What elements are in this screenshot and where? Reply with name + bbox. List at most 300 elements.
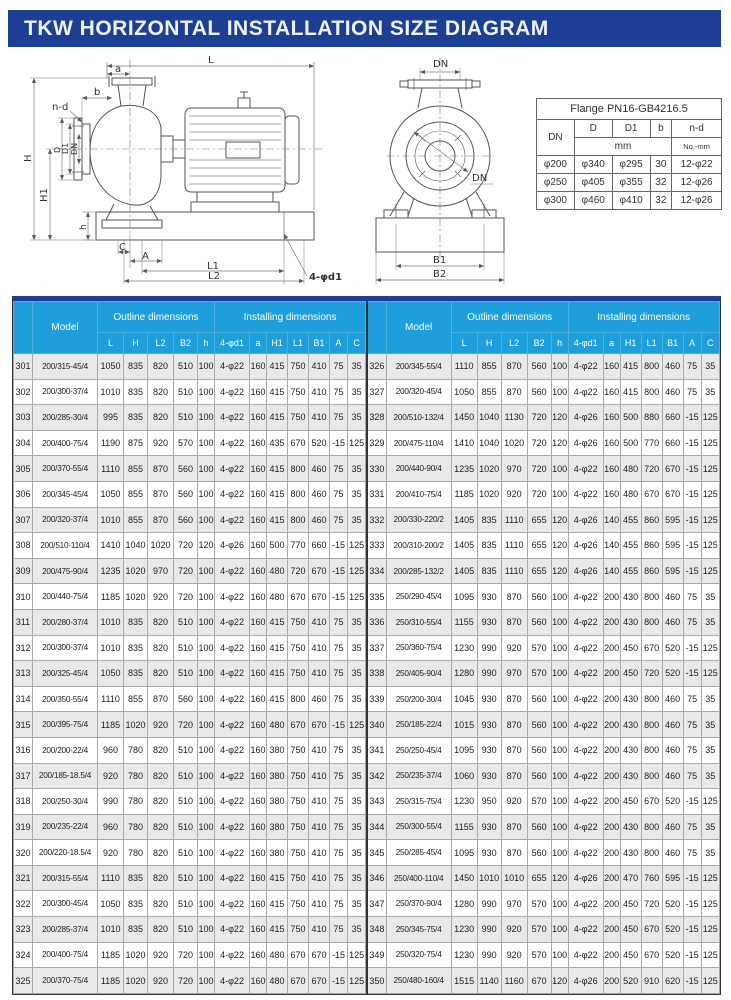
dimension-cell: -15 (683, 942, 701, 968)
dimension-cell: 1095 (451, 584, 477, 610)
dimension-cell: 75 (330, 789, 348, 815)
dimension-cell: 160 (603, 405, 620, 431)
dimension-cell: 835 (124, 354, 148, 380)
dimension-cell: 4-φ26 (568, 507, 603, 533)
row-number: 325 (14, 968, 33, 994)
dimension-cell: 720 (641, 661, 662, 687)
dimension-cell: 160 (603, 354, 620, 380)
dimension-cell: 1020 (148, 533, 174, 559)
dimension-cell: 100 (198, 942, 215, 968)
dimension-cell: 4-φ22 (215, 814, 250, 840)
row-number: 302 (14, 379, 33, 405)
dimension-cell: 855 (124, 481, 148, 507)
dimension-cell: 820 (148, 737, 174, 763)
dimension-table-left (13, 301, 366, 994)
dimension-cell: 820 (148, 354, 174, 380)
dimension-cell: 670 (641, 789, 662, 815)
dimension-cell: 655 (527, 558, 551, 584)
flange-cell: 12-φ22 (672, 156, 722, 174)
dimension-cell: 1160 (501, 968, 527, 994)
dimension-cell: 1185 (451, 481, 477, 507)
dimension-cell: 460 (309, 686, 330, 712)
dimension-cell: 1040 (477, 430, 501, 456)
dimension-cell: 4-φ26 (215, 533, 250, 559)
model-cell: 200/510-110/4 (33, 533, 98, 559)
flange-row (537, 174, 722, 192)
dimension-cell: 570 (527, 635, 551, 661)
dimension-cell: 200 (603, 789, 620, 815)
row-number: 320 (14, 840, 33, 866)
dimension-cell: 100 (198, 789, 215, 815)
dimension-cell: 1020 (124, 712, 148, 738)
dimension-cell: 125 (348, 942, 366, 968)
dimension-cell: 160 (250, 814, 267, 840)
dimension-cell: 35 (348, 737, 366, 763)
dimension-cell: 860 (641, 507, 662, 533)
dimension-cell: 410 (309, 814, 330, 840)
dimension-cell: 750 (288, 763, 309, 789)
dimension-cell: 720 (174, 584, 198, 610)
model-header: Model (386, 302, 451, 354)
dimension-cell: 1130 (501, 405, 527, 431)
dimension-cell: 125 (701, 891, 719, 917)
dimension-cell: 670 (288, 584, 309, 610)
dimension-cell: -15 (683, 789, 701, 815)
table-row (367, 686, 719, 712)
dimension-cell: 35 (701, 609, 719, 635)
dimension-cell: 75 (330, 456, 348, 482)
dimension-cell: 460 (662, 584, 683, 610)
dimension-cell: 100 (551, 354, 568, 380)
dimension-cell: 100 (198, 609, 215, 635)
dimension-cell: 200 (603, 814, 620, 840)
outline-dimensions-header: Outline dimensions (451, 302, 568, 333)
dimension-cell: 460 (662, 379, 683, 405)
dimension-cell: 670 (309, 712, 330, 738)
dimension-cell: 870 (148, 507, 174, 533)
outline-dimensions-header: Outline dimensions (98, 302, 215, 333)
dimension-cell: 1010 (98, 635, 124, 661)
dimension-cell: 1020 (124, 968, 148, 994)
dimension-cell: 855 (477, 379, 501, 405)
dimension-cell: 410 (309, 405, 330, 431)
dimension-cell: 100 (551, 481, 568, 507)
dimension-cell: 200 (603, 712, 620, 738)
dimension-cell: 100 (551, 891, 568, 917)
dimension-cell: 1110 (451, 354, 477, 380)
dimension-cell: 570 (527, 942, 551, 968)
dimension-cell: 1410 (451, 430, 477, 456)
dimension-cell: 930 (477, 840, 501, 866)
row-number: 322 (14, 891, 33, 917)
dimension-cell: 125 (348, 558, 366, 584)
model-cell: 200/400-75/4 (33, 430, 98, 456)
dimension-cell: 160 (603, 481, 620, 507)
dimension-cell: 100 (198, 712, 215, 738)
dimension-cell: 800 (641, 609, 662, 635)
dimension-cell: 125 (701, 942, 719, 968)
row-number: 324 (14, 942, 33, 968)
dim-label-DN-side: DN (472, 173, 488, 184)
dimension-cell: 1015 (451, 712, 477, 738)
dimension-cell: 4-φ22 (568, 712, 603, 738)
dimension-cell: 510 (174, 891, 198, 917)
dimension-cell: 410 (309, 737, 330, 763)
table-row (14, 661, 366, 687)
row-number: 317 (14, 763, 33, 789)
dimension-cell: 430 (620, 814, 641, 840)
dimension-cell: 1185 (98, 712, 124, 738)
dimension-cell: 800 (288, 456, 309, 482)
dimension-cell: 1230 (451, 789, 477, 815)
dimension-cell: 4-φ22 (215, 379, 250, 405)
dimension-cell: 510 (174, 789, 198, 815)
dimension-cell: 35 (701, 737, 719, 763)
table-row (367, 917, 719, 943)
dimension-table-right (366, 301, 720, 994)
row-number: 346 (367, 865, 386, 891)
dimension-cell: 35 (348, 379, 366, 405)
row-number: 308 (14, 533, 33, 559)
dimension-cell: 410 (309, 661, 330, 687)
dimension-cell: 415 (267, 354, 288, 380)
row-number: 348 (367, 917, 386, 943)
dimension-cell: 560 (174, 456, 198, 482)
dimension-cell: -15 (683, 635, 701, 661)
dimension-cell: 870 (148, 456, 174, 482)
dimension-cell: 870 (501, 584, 527, 610)
table-row (367, 558, 719, 584)
flange-col-nd: n-d (672, 120, 722, 138)
row-number: 312 (14, 635, 33, 661)
dimension-cell: 835 (477, 533, 501, 559)
dimension-cell: 510 (174, 661, 198, 687)
table-row (14, 686, 366, 712)
dimension-cell: 800 (641, 737, 662, 763)
dimension-cell: 100 (198, 430, 215, 456)
flange-cell: 12-φ26 (672, 192, 722, 210)
col-header-a: a (250, 333, 267, 354)
dimension-cell: 125 (701, 968, 719, 994)
dimension-labels (433, 59, 487, 280)
dimension-cell: 35 (348, 609, 366, 635)
dimension-cell: 870 (501, 686, 527, 712)
dimension-cell: 670 (641, 635, 662, 661)
dimension-cell: 450 (620, 917, 641, 943)
model-cell: 200/440-75/4 (33, 584, 98, 610)
dimension-cell: 125 (701, 533, 719, 559)
col-header-L: L (451, 333, 477, 354)
dimension-cell: 4-φ26 (568, 430, 603, 456)
dimension-cell: 75 (683, 840, 701, 866)
dimension-cell: 35 (348, 814, 366, 840)
corner-header (14, 302, 33, 354)
dimension-cell: 4-φ22 (568, 635, 603, 661)
dimension-cell: 35 (348, 840, 366, 866)
dimension-cell: 860 (641, 558, 662, 584)
dimension-cell: 855 (477, 354, 501, 380)
row-number: 307 (14, 507, 33, 533)
dimension-cell: 75 (330, 379, 348, 405)
dimension-cell: 800 (641, 354, 662, 380)
dim-label-b: b (94, 87, 101, 98)
dimension-cell: 460 (662, 763, 683, 789)
dimension-cell: 100 (198, 481, 215, 507)
dimension-cell: 160 (250, 737, 267, 763)
dimension-cell: 960 (98, 737, 124, 763)
dimension-cell: -15 (683, 533, 701, 559)
dimension-cell: 1410 (98, 533, 124, 559)
dimension-cell: 410 (309, 763, 330, 789)
dimension-cell: 410 (309, 354, 330, 380)
model-cell: 200/370-75/4 (33, 968, 98, 994)
dimension-cell: 930 (477, 584, 501, 610)
dimension-cell: 880 (641, 405, 662, 431)
dimension-cell: 100 (198, 584, 215, 610)
dimension-cell: 4-φ22 (568, 789, 603, 815)
row-number: 342 (367, 763, 386, 789)
dimension-cell: 4-φ22 (215, 635, 250, 661)
dimension-cell: 820 (148, 379, 174, 405)
dimension-cell: 100 (551, 456, 568, 482)
dimension-cell: 1050 (451, 379, 477, 405)
dimension-cell: 460 (662, 686, 683, 712)
model-cell: 250/320-75/4 (386, 942, 451, 968)
dimension-cell: 140 (603, 533, 620, 559)
dimension-cell: 4-φ22 (568, 686, 603, 712)
dimension-cell: 500 (267, 533, 288, 559)
dimension-cell: 510 (174, 405, 198, 431)
model-cell: 250/315-75/4 (386, 789, 451, 815)
dimension-cell: 990 (98, 789, 124, 815)
dimension-cell: 655 (527, 865, 551, 891)
dimension-cell: 920 (148, 430, 174, 456)
col-header-H: H (124, 333, 148, 354)
dimension-cell: 770 (641, 430, 662, 456)
dimension-cell: 4-φ26 (568, 968, 603, 994)
dimension-cell: 950 (477, 789, 501, 815)
dimension-cell: 460 (662, 354, 683, 380)
col-header-H1: H1 (267, 333, 288, 354)
dimension-cell: 35 (701, 379, 719, 405)
table-row (367, 405, 719, 431)
dimension-cell: 35 (348, 763, 366, 789)
flange-cell: φ295 (612, 156, 650, 174)
installing-dimensions-header: Installing dimensions (215, 302, 366, 333)
dimension-cell: 75 (330, 609, 348, 635)
dimension-cell: 4-φ22 (568, 917, 603, 943)
dimension-cell: 930 (477, 737, 501, 763)
flange-cell: 12-φ26 (672, 174, 722, 192)
dimension-cell: 655 (527, 507, 551, 533)
dimension-cell: 4-φ22 (215, 840, 250, 866)
row-number: 301 (14, 354, 33, 380)
dimension-cell: 620 (662, 968, 683, 994)
model-cell: 200/285-132/2 (386, 558, 451, 584)
dimension-cell: 35 (701, 712, 719, 738)
table-row (14, 789, 366, 815)
table-row (14, 558, 366, 584)
model-cell: 200/510-132/4 (386, 405, 451, 431)
dimension-cell: 4-φ22 (568, 584, 603, 610)
dimension-cell: 1230 (451, 917, 477, 943)
dimension-cell: 520 (662, 891, 683, 917)
table-row (14, 840, 366, 866)
row-number: 329 (367, 430, 386, 456)
model-cell: 200/325-45/4 (33, 661, 98, 687)
model-cell: 250/370-90/4 (386, 891, 451, 917)
dimension-cell: 140 (603, 507, 620, 533)
dimension-cell: 75 (330, 405, 348, 431)
dimension-cell: 200 (603, 891, 620, 917)
table-row (14, 814, 366, 840)
dimension-cell: 410 (309, 635, 330, 661)
dimension-cell: 1040 (124, 533, 148, 559)
dimension-cell: 35 (701, 814, 719, 840)
col-header-H1: H1 (620, 333, 641, 354)
flange-table-body (537, 156, 722, 210)
dimension-cell: 4-φ26 (568, 533, 603, 559)
dimension-cell: 655 (527, 533, 551, 559)
dimension-cell: 4-φ22 (215, 712, 250, 738)
dimension-cell: 835 (124, 661, 148, 687)
flange-cell: φ200 (537, 156, 575, 174)
dimension-cell: 820 (148, 814, 174, 840)
dimension-cell: 820 (148, 891, 174, 917)
dimension-cell: 920 (148, 942, 174, 968)
row-number: 305 (14, 456, 33, 482)
dimension-cell: 660 (662, 405, 683, 431)
dimension-cell: 670 (309, 968, 330, 994)
dimension-cell: 1280 (451, 891, 477, 917)
col-header-L1: L1 (288, 333, 309, 354)
dimension-cell: 120 (551, 865, 568, 891)
dimension-cell: 460 (662, 737, 683, 763)
dimension-cell: 870 (501, 763, 527, 789)
dimension-cell: 1020 (124, 942, 148, 968)
dimension-cell: 960 (98, 814, 124, 840)
dimension-cell: 595 (662, 533, 683, 559)
dimension-cell: 570 (527, 917, 551, 943)
dimension-cell: 1050 (98, 891, 124, 917)
dimension-cell: 670 (309, 584, 330, 610)
dimension-cell: 1020 (501, 430, 527, 456)
model-cell: 200/320-37/4 (33, 507, 98, 533)
dimension-cell: 100 (198, 354, 215, 380)
dimension-cell: 75 (330, 763, 348, 789)
dimension-cell: 455 (620, 558, 641, 584)
dimension-cell: 780 (124, 814, 148, 840)
table-row (367, 379, 719, 405)
dimension-cell: 125 (701, 865, 719, 891)
dimension-cell: 970 (148, 558, 174, 584)
col-header-h: h (551, 333, 568, 354)
dimension-cell: 75 (330, 686, 348, 712)
model-cell: 200/475-90/4 (33, 558, 98, 584)
dimension-cell: 4-φ22 (568, 379, 603, 405)
dimension-cell: 160 (250, 712, 267, 738)
table-row (367, 533, 719, 559)
dimension-cell: 1110 (98, 865, 124, 891)
dimension-cell: 970 (501, 456, 527, 482)
model-header: Model (33, 302, 98, 354)
dimension-cell: 860 (641, 533, 662, 559)
dimension-cell: 415 (620, 379, 641, 405)
row-number: 331 (367, 481, 386, 507)
dimension-cell: 760 (641, 865, 662, 891)
dimension-cell: 4-φ22 (215, 865, 250, 891)
dimension-cell: 800 (641, 584, 662, 610)
dimension-cell: 125 (348, 968, 366, 994)
col-header-B1: B1 (662, 333, 683, 354)
dimension-cell: 920 (148, 584, 174, 610)
dimension-cell: 4-φ22 (215, 763, 250, 789)
model-cell: 250/300-55/4 (386, 814, 451, 840)
col-header-C: C (348, 333, 366, 354)
row-number: 316 (14, 737, 33, 763)
col-header-d1: 4-φd1 (215, 333, 250, 354)
dimension-cell: 415 (267, 456, 288, 482)
col-header-d1: 4-φd1 (568, 333, 603, 354)
installing-dimensions-header: Installing dimensions (568, 302, 719, 333)
dimension-cell: 800 (641, 686, 662, 712)
table-row (14, 942, 366, 968)
dimension-cell: 570 (527, 661, 551, 687)
row-number: 349 (367, 942, 386, 968)
flange-cell: 32 (650, 192, 672, 210)
flange-cell: φ405 (574, 174, 612, 192)
flange-cell: 32 (650, 174, 672, 192)
dim-label-B1: B1 (433, 255, 447, 266)
dimension-cell: 480 (620, 456, 641, 482)
dimension-cell: 480 (267, 942, 288, 968)
dimension-cell: 500 (620, 405, 641, 431)
dimension-cell: 100 (198, 635, 215, 661)
dimension-cell: 160 (250, 661, 267, 687)
col-header-a: a (603, 333, 620, 354)
dimension-cell: 100 (198, 456, 215, 482)
dimension-cell: 160 (250, 405, 267, 431)
row-number: 340 (367, 712, 386, 738)
dimension-cell: 510 (174, 865, 198, 891)
dimension-cell: 100 (551, 917, 568, 943)
dimension-cell: 415 (267, 379, 288, 405)
model-cell: 200/395-75/4 (33, 712, 98, 738)
row-number: 314 (14, 686, 33, 712)
dimension-cell: 720 (174, 712, 198, 738)
dimension-cell: 100 (198, 558, 215, 584)
dimension-cell: 870 (501, 379, 527, 405)
model-cell: 200/440-90/4 (386, 456, 451, 482)
flange-row (537, 192, 722, 210)
dimension-cell: 460 (309, 456, 330, 482)
dimension-cell: 4-φ22 (215, 558, 250, 584)
dimension-cell: 125 (701, 481, 719, 507)
dim-label-D: D (53, 146, 62, 153)
dimension-cell: 4-φ22 (215, 584, 250, 610)
row-number: 311 (14, 609, 33, 635)
dimension-cell: 720 (174, 533, 198, 559)
dimension-cell: 510 (174, 609, 198, 635)
dimension-cell: 750 (288, 635, 309, 661)
dimension-cell: 35 (348, 481, 366, 507)
dimension-cell: 35 (348, 917, 366, 943)
dimension-cell: 1020 (477, 456, 501, 482)
col-header-B2: B2 (174, 333, 198, 354)
dim-label-H1: H1 (39, 188, 50, 202)
dimension-cell: 120 (551, 430, 568, 456)
dimension-cell: 1185 (98, 968, 124, 994)
